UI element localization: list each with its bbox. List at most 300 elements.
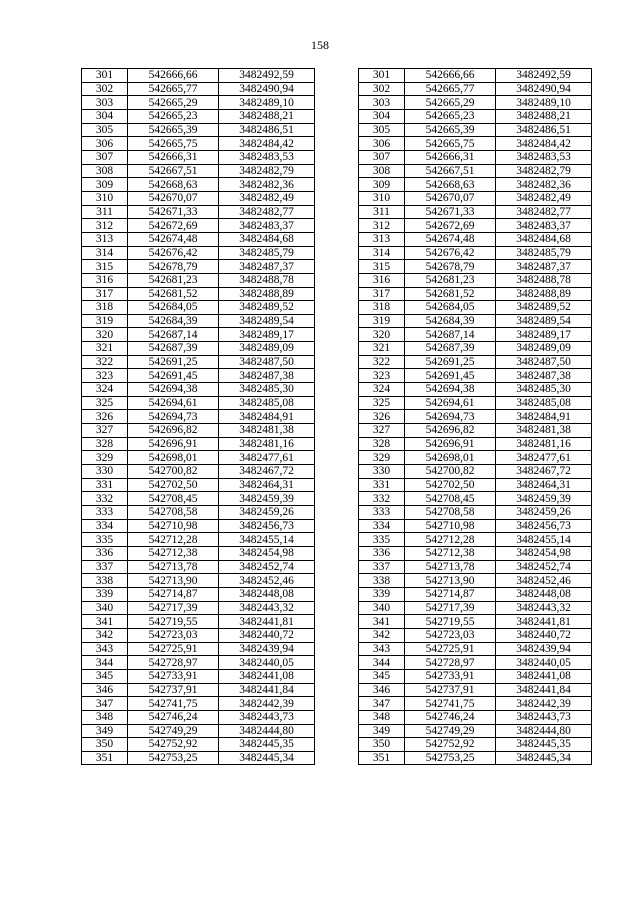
y-coordinate-cell: 3482440,72 (219, 628, 315, 642)
y-coordinate-cell: 3482482,79 (496, 164, 592, 178)
x-coordinate-cell: 542672,69 (405, 219, 496, 233)
point-number-cell: 323 (82, 369, 128, 383)
table-row (82, 451, 315, 465)
table-row (359, 478, 592, 492)
y-coordinate-cell: 3482492,59 (496, 69, 592, 83)
table-row (359, 656, 592, 670)
point-number-cell: 332 (359, 492, 405, 506)
table-row (359, 410, 592, 424)
x-coordinate-cell: 542708,58 (405, 506, 496, 520)
point-number-cell: 340 (359, 601, 405, 615)
table-row (82, 492, 315, 506)
table-row (359, 546, 592, 560)
x-coordinate-cell: 542719,55 (128, 615, 219, 629)
table-row (359, 164, 592, 178)
table-row (359, 451, 592, 465)
x-coordinate-cell: 542665,75 (405, 137, 496, 151)
y-coordinate-cell: 3482441,81 (219, 615, 315, 629)
point-number-cell: 325 (359, 396, 405, 410)
y-coordinate-cell: 3482487,37 (496, 260, 592, 274)
table-row (82, 383, 315, 397)
table-row (359, 246, 592, 260)
x-coordinate-cell: 542691,45 (128, 369, 219, 383)
x-coordinate-cell: 542710,98 (128, 519, 219, 533)
point-number-cell: 341 (82, 615, 128, 629)
y-coordinate-cell: 3482484,42 (496, 137, 592, 151)
point-number-cell: 301 (82, 69, 128, 83)
y-coordinate-cell: 3482481,16 (219, 437, 315, 451)
x-coordinate-cell: 542717,39 (405, 601, 496, 615)
y-coordinate-cell: 3482448,08 (496, 587, 592, 601)
point-number-cell: 327 (359, 424, 405, 438)
point-number-cell: 322 (82, 355, 128, 369)
y-coordinate-cell: 3482485,08 (496, 396, 592, 410)
table-row (82, 191, 315, 205)
point-number-cell: 312 (359, 219, 405, 233)
table-row (359, 301, 592, 315)
table-row (359, 492, 592, 506)
y-coordinate-cell: 3482489,09 (496, 342, 592, 356)
x-coordinate-cell: 542671,33 (405, 205, 496, 219)
table-row (82, 560, 315, 574)
table-row (359, 642, 592, 656)
y-coordinate-cell: 3482488,78 (219, 273, 315, 287)
point-number-cell: 317 (82, 287, 128, 301)
y-coordinate-cell: 3482485,30 (219, 383, 315, 397)
point-number-cell: 314 (359, 246, 405, 260)
x-coordinate-cell: 542672,69 (128, 219, 219, 233)
y-coordinate-cell: 3482467,72 (219, 465, 315, 479)
y-coordinate-cell: 3482484,91 (219, 410, 315, 424)
x-coordinate-cell: 542746,24 (128, 710, 219, 724)
y-coordinate-cell: 3482483,37 (496, 219, 592, 233)
table-row (82, 96, 315, 110)
y-coordinate-cell: 3482489,10 (496, 96, 592, 110)
table-row (359, 669, 592, 683)
table-row (82, 465, 315, 479)
table-row (359, 82, 592, 96)
point-number-cell: 321 (359, 342, 405, 356)
x-coordinate-cell: 542668,63 (128, 178, 219, 192)
x-coordinate-cell: 542702,50 (405, 478, 496, 492)
x-coordinate-cell: 542708,45 (128, 492, 219, 506)
point-number-cell: 328 (359, 437, 405, 451)
table-row (82, 410, 315, 424)
x-coordinate-cell: 542678,79 (405, 260, 496, 274)
x-coordinate-cell: 542674,48 (405, 232, 496, 246)
x-coordinate-cell: 542666,66 (128, 69, 219, 83)
x-coordinate-cell: 542733,91 (128, 669, 219, 683)
point-number-cell: 343 (359, 642, 405, 656)
point-number-cell: 339 (82, 587, 128, 601)
x-coordinate-cell: 542749,29 (405, 724, 496, 738)
table-row (82, 137, 315, 151)
y-coordinate-cell: 3482487,38 (219, 369, 315, 383)
x-coordinate-cell: 542713,78 (405, 560, 496, 574)
y-coordinate-cell: 3482443,32 (496, 601, 592, 615)
table-row (82, 519, 315, 533)
table-row (82, 424, 315, 438)
y-coordinate-cell: 3482442,39 (219, 697, 315, 711)
point-number-cell: 329 (82, 451, 128, 465)
table-row (82, 342, 315, 356)
table-row (82, 669, 315, 683)
x-coordinate-cell: 542670,07 (128, 191, 219, 205)
point-number-cell: 310 (359, 191, 405, 205)
y-coordinate-cell: 3482490,94 (496, 82, 592, 96)
point-number-cell: 330 (359, 465, 405, 479)
table-row (82, 574, 315, 588)
point-number-cell: 336 (82, 546, 128, 560)
x-coordinate-cell: 542694,73 (128, 410, 219, 424)
point-number-cell: 320 (359, 328, 405, 342)
x-coordinate-cell: 542665,29 (128, 96, 219, 110)
x-coordinate-cell: 542667,51 (405, 164, 496, 178)
table-row (359, 369, 592, 383)
table-row (359, 69, 592, 83)
x-coordinate-cell: 542733,91 (405, 669, 496, 683)
table-row (359, 232, 592, 246)
y-coordinate-cell: 3482489,10 (219, 96, 315, 110)
x-coordinate-cell: 542665,75 (128, 137, 219, 151)
y-coordinate-cell: 3482483,37 (219, 219, 315, 233)
y-coordinate-cell: 3482486,51 (219, 123, 315, 137)
y-coordinate-cell: 3482484,68 (496, 232, 592, 246)
point-number-cell: 337 (82, 560, 128, 574)
table-row (82, 533, 315, 547)
y-coordinate-cell: 3482483,53 (496, 150, 592, 164)
point-number-cell: 313 (82, 232, 128, 246)
y-coordinate-cell: 3482452,74 (219, 560, 315, 574)
y-coordinate-cell: 3482489,52 (496, 301, 592, 315)
y-coordinate-cell: 3482440,05 (219, 656, 315, 670)
table-row (359, 96, 592, 110)
table-row (82, 724, 315, 738)
y-coordinate-cell: 3482441,08 (219, 669, 315, 683)
y-coordinate-cell: 3482445,34 (496, 751, 592, 765)
x-coordinate-cell: 542681,52 (405, 287, 496, 301)
y-coordinate-cell: 3482440,05 (496, 656, 592, 670)
x-coordinate-cell: 542681,23 (128, 273, 219, 287)
table-row (82, 355, 315, 369)
y-coordinate-cell: 3482455,14 (219, 533, 315, 547)
point-number-cell: 308 (82, 164, 128, 178)
y-coordinate-cell: 3482484,42 (219, 137, 315, 151)
y-coordinate-cell: 3482454,98 (496, 546, 592, 560)
y-coordinate-cell: 3482485,79 (496, 246, 592, 260)
x-coordinate-cell: 542665,29 (405, 96, 496, 110)
table-row (82, 219, 315, 233)
y-coordinate-cell: 3482477,61 (496, 451, 592, 465)
table-row (82, 615, 315, 629)
table-row (82, 656, 315, 670)
table-row (82, 506, 315, 520)
table-row (359, 355, 592, 369)
y-coordinate-cell: 3482452,74 (496, 560, 592, 574)
table-row (82, 437, 315, 451)
x-coordinate-cell: 542665,39 (405, 123, 496, 137)
table-row (82, 697, 315, 711)
x-coordinate-cell: 542684,05 (128, 301, 219, 315)
table-row (359, 683, 592, 697)
table-row (359, 383, 592, 397)
y-coordinate-cell: 3482441,08 (496, 669, 592, 683)
x-coordinate-cell: 542708,58 (128, 506, 219, 520)
x-coordinate-cell: 542687,39 (128, 342, 219, 356)
table-row (82, 260, 315, 274)
table-row (82, 109, 315, 123)
table-row (359, 710, 592, 724)
x-coordinate-cell: 542725,91 (405, 642, 496, 656)
x-coordinate-cell: 542676,42 (405, 246, 496, 260)
point-number-cell: 328 (82, 437, 128, 451)
x-coordinate-cell: 542694,38 (405, 383, 496, 397)
x-coordinate-cell: 542698,01 (128, 451, 219, 465)
y-coordinate-cell: 3482481,16 (496, 437, 592, 451)
x-coordinate-cell: 542741,75 (405, 697, 496, 711)
point-number-cell: 331 (359, 478, 405, 492)
x-coordinate-cell: 542713,90 (405, 574, 496, 588)
x-coordinate-cell: 542668,63 (405, 178, 496, 192)
point-number-cell: 318 (359, 301, 405, 315)
y-coordinate-cell: 3482455,14 (496, 533, 592, 547)
y-coordinate-cell: 3482489,54 (496, 314, 592, 328)
table-row (82, 205, 315, 219)
y-coordinate-cell: 3482488,89 (219, 287, 315, 301)
x-coordinate-cell: 542684,05 (405, 301, 496, 315)
table-row (82, 82, 315, 96)
point-number-cell: 339 (359, 587, 405, 601)
point-number-cell: 333 (359, 506, 405, 520)
x-coordinate-cell: 542681,23 (405, 273, 496, 287)
x-coordinate-cell: 542687,39 (405, 342, 496, 356)
point-number-cell: 330 (82, 465, 128, 479)
x-coordinate-cell: 542725,91 (128, 642, 219, 656)
x-coordinate-cell: 542708,45 (405, 492, 496, 506)
point-number-cell: 351 (359, 751, 405, 765)
point-number-cell: 344 (82, 656, 128, 670)
table-row (82, 601, 315, 615)
x-coordinate-cell: 542696,91 (128, 437, 219, 451)
point-number-cell: 331 (82, 478, 128, 492)
x-coordinate-cell: 542665,23 (405, 109, 496, 123)
y-coordinate-cell: 3482489,09 (219, 342, 315, 356)
point-number-cell: 306 (359, 137, 405, 151)
x-coordinate-cell: 542665,23 (128, 109, 219, 123)
point-number-cell: 305 (359, 123, 405, 137)
point-number-cell: 324 (359, 383, 405, 397)
x-coordinate-cell: 542691,25 (405, 355, 496, 369)
y-coordinate-cell: 3482487,50 (219, 355, 315, 369)
point-number-cell: 308 (359, 164, 405, 178)
y-coordinate-cell: 3482489,52 (219, 301, 315, 315)
point-number-cell: 301 (359, 69, 405, 83)
table-row (82, 628, 315, 642)
x-coordinate-cell: 542700,82 (405, 465, 496, 479)
point-number-cell: 302 (359, 82, 405, 96)
point-number-cell: 309 (82, 178, 128, 192)
table-row (359, 396, 592, 410)
point-number-cell: 304 (82, 109, 128, 123)
y-coordinate-cell: 3482481,38 (496, 424, 592, 438)
x-coordinate-cell: 542714,87 (405, 587, 496, 601)
y-coordinate-cell: 3482488,21 (496, 109, 592, 123)
point-number-cell: 350 (82, 738, 128, 752)
table-row (359, 219, 592, 233)
x-coordinate-cell: 542667,51 (128, 164, 219, 178)
point-number-cell: 316 (82, 273, 128, 287)
table-row (359, 506, 592, 520)
x-coordinate-cell: 542666,31 (128, 150, 219, 164)
y-coordinate-cell: 3482483,53 (219, 150, 315, 164)
point-number-cell: 346 (359, 683, 405, 697)
point-number-cell: 341 (359, 615, 405, 629)
point-number-cell: 342 (359, 628, 405, 642)
table-row (82, 546, 315, 560)
y-coordinate-cell: 3482489,17 (496, 328, 592, 342)
x-coordinate-cell: 542713,90 (128, 574, 219, 588)
x-coordinate-cell: 542702,50 (128, 478, 219, 492)
point-number-cell: 326 (82, 410, 128, 424)
table-row (359, 205, 592, 219)
x-coordinate-cell: 542674,48 (128, 232, 219, 246)
table-row (359, 601, 592, 615)
point-number-cell: 316 (359, 273, 405, 287)
x-coordinate-cell: 542712,38 (128, 546, 219, 560)
x-coordinate-cell: 542719,55 (405, 615, 496, 629)
x-coordinate-cell: 542728,97 (405, 656, 496, 670)
x-coordinate-cell: 542684,39 (405, 314, 496, 328)
y-coordinate-cell: 3482444,80 (496, 724, 592, 738)
table-row (82, 478, 315, 492)
table-row (359, 137, 592, 151)
table-row (82, 710, 315, 724)
y-coordinate-cell: 3482439,94 (496, 642, 592, 656)
point-number-cell: 307 (82, 150, 128, 164)
point-number-cell: 309 (359, 178, 405, 192)
table-row (359, 724, 592, 738)
x-coordinate-cell: 542696,82 (128, 424, 219, 438)
y-coordinate-cell: 3482443,73 (219, 710, 315, 724)
point-number-cell: 311 (359, 205, 405, 219)
y-coordinate-cell: 3482487,50 (496, 355, 592, 369)
point-number-cell: 312 (82, 219, 128, 233)
y-coordinate-cell: 3482459,26 (219, 506, 315, 520)
x-coordinate-cell: 542666,31 (405, 150, 496, 164)
y-coordinate-cell: 3482482,77 (219, 205, 315, 219)
table-row (359, 465, 592, 479)
y-coordinate-cell: 3482464,31 (496, 478, 592, 492)
point-number-cell: 351 (82, 751, 128, 765)
point-number-cell: 314 (82, 246, 128, 260)
table-row (82, 150, 315, 164)
y-coordinate-cell: 3482488,89 (496, 287, 592, 301)
coordinate-table-left (81, 68, 315, 765)
point-number-cell: 334 (359, 519, 405, 533)
table-row (82, 587, 315, 601)
table-row (359, 314, 592, 328)
x-coordinate-cell: 542746,24 (405, 710, 496, 724)
y-coordinate-cell: 3482484,68 (219, 232, 315, 246)
y-coordinate-cell: 3482441,81 (496, 615, 592, 629)
x-coordinate-cell: 542713,78 (128, 560, 219, 574)
point-number-cell: 343 (82, 642, 128, 656)
x-coordinate-cell: 542676,42 (128, 246, 219, 260)
page-number: 158 (311, 38, 329, 52)
table-row (82, 164, 315, 178)
coordinate-table-right (358, 68, 592, 765)
point-number-cell: 319 (82, 314, 128, 328)
y-coordinate-cell: 3482445,35 (219, 738, 315, 752)
table-row (359, 738, 592, 752)
point-number-cell: 322 (359, 355, 405, 369)
point-number-cell: 348 (359, 710, 405, 724)
point-number-cell: 323 (359, 369, 405, 383)
y-coordinate-cell: 3482444,80 (219, 724, 315, 738)
point-number-cell: 319 (359, 314, 405, 328)
x-coordinate-cell: 542752,92 (128, 738, 219, 752)
point-number-cell: 307 (359, 150, 405, 164)
point-number-cell: 349 (82, 724, 128, 738)
point-number-cell: 333 (82, 506, 128, 520)
y-coordinate-cell: 3482439,94 (219, 642, 315, 656)
point-number-cell: 304 (359, 109, 405, 123)
y-coordinate-cell: 3482489,17 (219, 328, 315, 342)
point-number-cell: 324 (82, 383, 128, 397)
x-coordinate-cell: 542753,25 (128, 751, 219, 765)
point-number-cell: 335 (359, 533, 405, 547)
y-coordinate-cell: 3482443,32 (219, 601, 315, 615)
table-row (359, 424, 592, 438)
point-number-cell: 305 (82, 123, 128, 137)
table-row (359, 615, 592, 629)
y-coordinate-cell: 3482477,61 (219, 451, 315, 465)
y-coordinate-cell: 3482452,46 (496, 574, 592, 588)
x-coordinate-cell: 542665,39 (128, 123, 219, 137)
x-coordinate-cell: 542737,91 (128, 683, 219, 697)
y-coordinate-cell: 3482442,39 (496, 697, 592, 711)
point-number-cell: 315 (82, 260, 128, 274)
x-coordinate-cell: 542737,91 (405, 683, 496, 697)
y-coordinate-cell: 3482482,36 (219, 178, 315, 192)
y-coordinate-cell: 3482482,36 (496, 178, 592, 192)
table-row (359, 574, 592, 588)
y-coordinate-cell: 3482481,38 (219, 424, 315, 438)
y-coordinate-cell: 3482456,73 (219, 519, 315, 533)
x-coordinate-cell: 542717,39 (128, 601, 219, 615)
x-coordinate-cell: 542665,77 (128, 82, 219, 96)
table-row (359, 123, 592, 137)
table-row (82, 642, 315, 656)
y-coordinate-cell: 3482482,49 (496, 191, 592, 205)
y-coordinate-cell: 3482490,94 (219, 82, 315, 96)
point-number-cell: 336 (359, 546, 405, 560)
y-coordinate-cell: 3482488,21 (219, 109, 315, 123)
table-row (82, 328, 315, 342)
x-coordinate-cell: 542694,38 (128, 383, 219, 397)
x-coordinate-cell: 542700,82 (128, 465, 219, 479)
point-number-cell: 303 (82, 96, 128, 110)
y-coordinate-cell: 3482492,59 (219, 69, 315, 83)
x-coordinate-cell: 542684,39 (128, 314, 219, 328)
y-coordinate-cell: 3482440,72 (496, 628, 592, 642)
table-row (82, 738, 315, 752)
x-coordinate-cell: 542696,91 (405, 437, 496, 451)
table-row (82, 396, 315, 410)
point-number-cell: 338 (82, 574, 128, 588)
point-number-cell: 327 (82, 424, 128, 438)
point-number-cell: 302 (82, 82, 128, 96)
